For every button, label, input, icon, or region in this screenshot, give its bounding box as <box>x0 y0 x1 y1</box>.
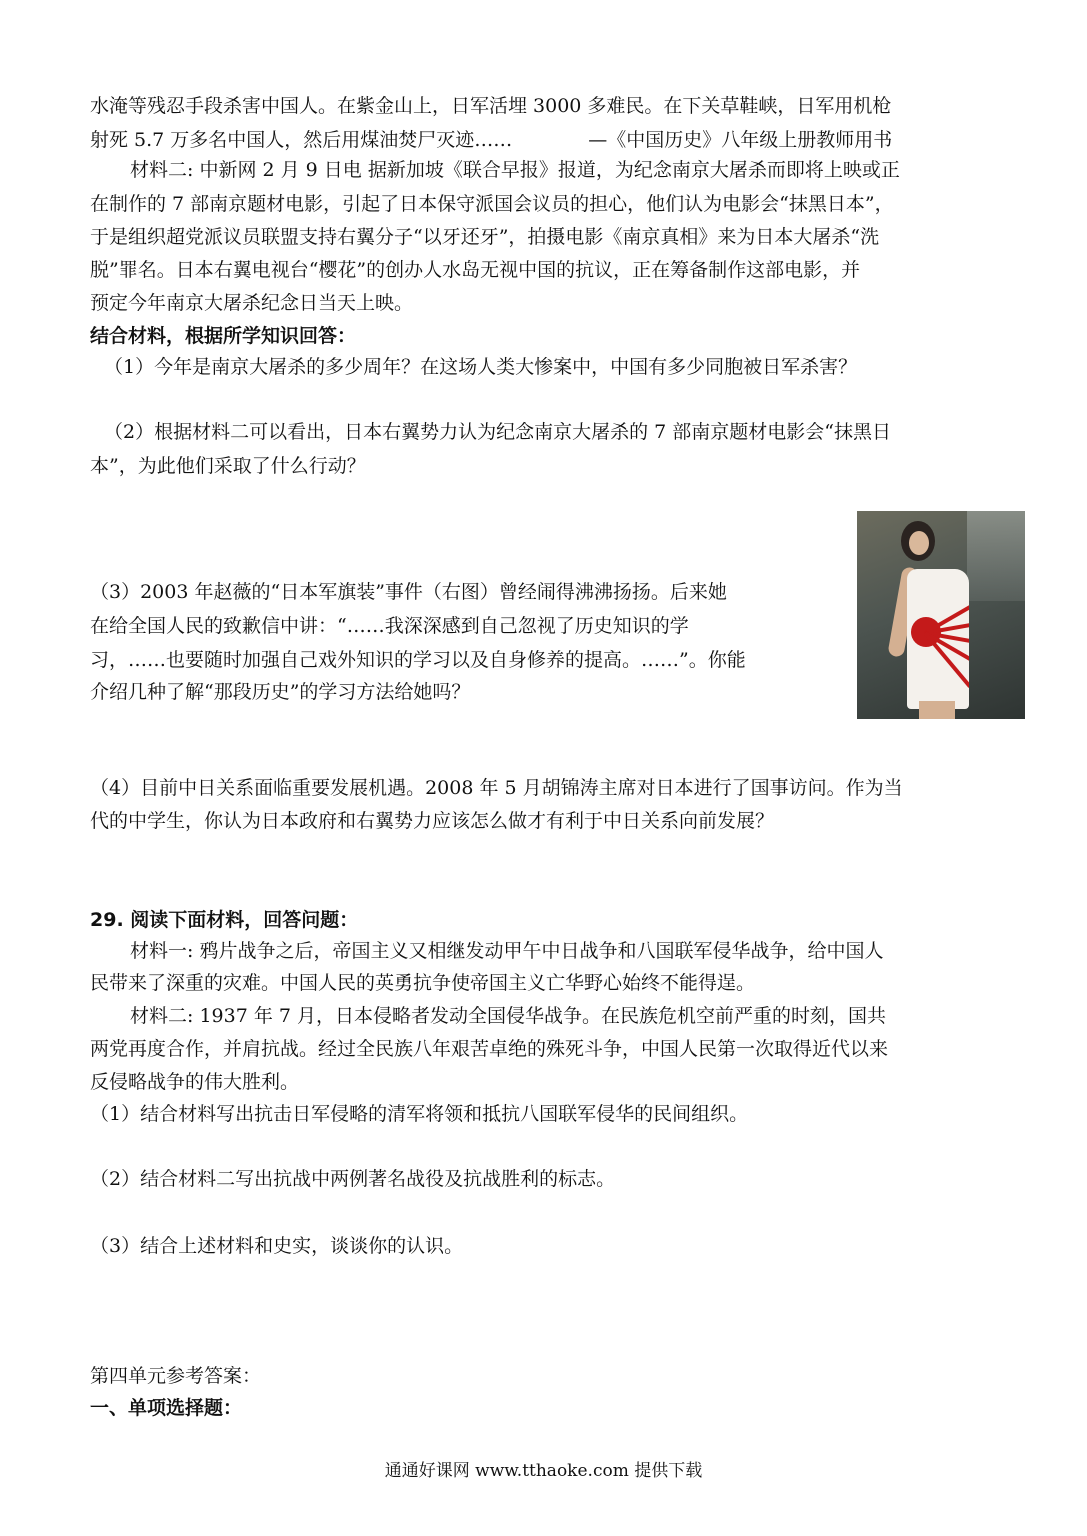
text-line: 本”，为此他们采取了什么行动？ <box>90 455 366 477</box>
text-line: 代的中学生，你认为日本政府和右翼势力应该怎么做才有利于中日关系向前发展？ <box>90 810 775 832</box>
text-line: 脱”罪名。日本右翼电视台“樱花”的创办人水岛无视中国的抗议，正在筹备制作这部电影，并 <box>90 259 861 281</box>
text-line: 在制作的 7 部南京题材电影，引起了日本保守派国会议员的担心，他们认为电影会“抹黑日本”， <box>90 193 894 215</box>
text-line: 射死 5.7 万多名中国人，然后用煤油焚尸灭迹…… —《中国历史》八年级上册教师用书 <box>90 129 893 151</box>
text-line: 习，……也要随时加强自己戏外知识的学习以及自身修养的提高。……”。你能 <box>90 649 746 671</box>
photo-flag-dress <box>857 511 1025 719</box>
text-line: 两党再度合作，并肩抗战。经过全民族八年艰苦卓绝的殊死斗争，中国人民第一次取得近代以来 <box>90 1038 889 1060</box>
text-line: 材料二: 中新网 2 月 9 日电 据新加坡《联合早报》报道，为纪念南京大屠杀而即将上映或正 <box>130 159 900 181</box>
text-line: 反侵略战争的伟大胜利。 <box>90 1071 300 1093</box>
question-29-1: （1）结合材料写出抗击日军侵略的清军将领和抵抗八国联军侵华的民间组织。 <box>90 1103 749 1125</box>
page-footer: 通通好课网 www.tthaoke.com 提供下载 <box>384 1461 703 1481</box>
question-29-2: （2）结合材料二写出抗战中两例著名战役及抗战胜利的标志。 <box>90 1168 616 1190</box>
question-2: （2）根据材料二可以看出，日本右翼势力认为纪念南京大屠杀的 7 部南京题材电影会“抹黑日 <box>104 421 891 443</box>
text-line: 民带来了深重的灾难。中国人民的英勇抗争使帝国主义亡华野心始终不能得逞。 <box>90 972 756 994</box>
question-29-heading: 29. 阅读下面材料，回答问题： <box>90 909 359 931</box>
text-line: 材料二: 1937 年 7 月，日本侵略者发动全国侵华战争。在民族危机空前严重的时刻，国共 <box>130 1005 887 1027</box>
section-heading: 结合材料，根据所学知识回答： <box>90 325 357 347</box>
answers-section-1: 一、单项选择题： <box>90 1397 243 1419</box>
question-29-3: （3）结合上述材料和史实，谈谈你的认识。 <box>90 1235 464 1257</box>
question-4: （4）目前中日关系面临重要发展机遇。2008 年 5 月胡锦涛主席对日本进行了国事访问。作为当 <box>90 777 903 799</box>
text-line: 介绍几种了解“那段历史”的学习方法给她吗？ <box>90 681 471 703</box>
text-line: 于是组织超党派议员联盟支持右翼分子“以牙还牙”，拍摄电影《南京真相》来为日本大屠杀“洗 <box>90 226 880 248</box>
text-line: 预定今年南京大屠杀纪念日当天上映。 <box>90 292 414 314</box>
question-3: （3）2003 年赵薇的“日本军旗装”事件（右图）曾经闹得沸沸扬扬。后来她 <box>90 581 727 603</box>
text-line: 水淹等残忍手段杀害中国人。在紫金山上，日军活埋 3000 多难民。在下关草鞋峡，日军用机枪 <box>90 95 892 117</box>
question-1: （1）今年是南京大屠杀的多少周年？在这场人类大惨案中，中国有多少同胞被日军杀害？ <box>104 356 858 378</box>
text-line: 在给全国人民的致歉信中讲：“……我深深感到自己忽视了历史知识的学 <box>90 615 689 637</box>
text-line: 材料一: 鸦片战争之后，帝国主义又相继发动甲午中日战争和八国联军侵华战争，给中国人 <box>130 940 884 962</box>
answers-heading: 第四单元参考答案： <box>90 1365 262 1387</box>
